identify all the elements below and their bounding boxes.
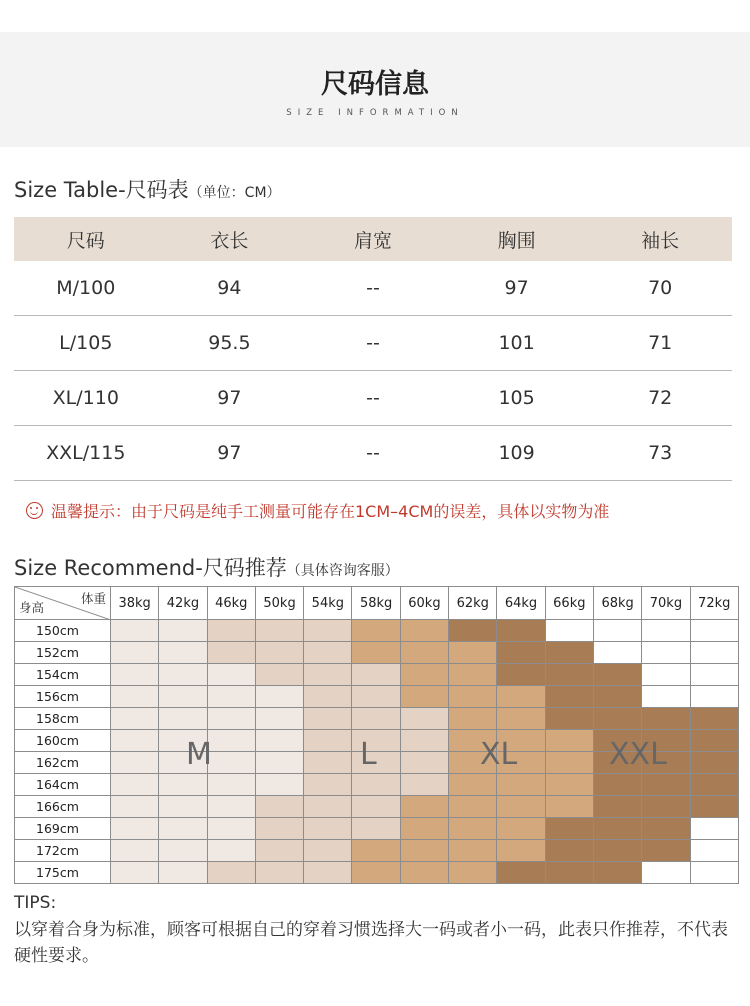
grid-row <box>15 862 739 884</box>
grid-cell <box>159 620 207 642</box>
weight-header: 64kg <box>497 587 545 620</box>
grid-cell <box>352 620 400 642</box>
size-table-header <box>14 217 732 261</box>
table-cell: 73 <box>648 442 673 464</box>
table-cell: 97 <box>217 442 242 464</box>
grid-cell <box>545 840 593 862</box>
grid-row <box>15 818 739 840</box>
grid-cell <box>159 708 207 730</box>
table-cell: 109 <box>498 442 535 464</box>
grid-cell <box>159 774 207 796</box>
grid-cell <box>304 818 352 840</box>
grid-row <box>15 796 739 818</box>
grid-cell <box>159 686 207 708</box>
grid-cell <box>497 818 545 840</box>
grid-cell <box>642 862 690 884</box>
grid-cell <box>111 708 159 730</box>
weight-header: 62kg <box>449 587 497 620</box>
column-header: 袖长 <box>641 229 680 252</box>
weight-header: 60kg <box>400 587 448 620</box>
grid-cell <box>400 774 448 796</box>
table-cell: 94 <box>217 277 242 299</box>
table-cell: M/100 <box>56 277 116 299</box>
grid-cell <box>352 774 400 796</box>
grid-row <box>15 708 739 730</box>
grid-row <box>15 840 739 862</box>
height-header: 162cm <box>15 752 111 774</box>
grid-cell <box>690 642 738 664</box>
grid-cell <box>690 708 738 730</box>
weight-header: 66kg <box>545 587 593 620</box>
grid-cell <box>304 840 352 862</box>
grid-cell <box>497 664 545 686</box>
column-header: 肩宽 <box>353 229 392 252</box>
grid-cell <box>400 620 448 642</box>
height-header: 156cm <box>15 686 111 708</box>
table-cell: 95.5 <box>208 332 251 354</box>
grid-cell <box>642 774 690 796</box>
grid-cell <box>690 774 738 796</box>
weight-header: 72kg <box>690 587 738 620</box>
grid-cell <box>545 730 593 752</box>
grid-cell <box>593 862 641 884</box>
smile-icon <box>26 502 43 519</box>
grid-cell <box>642 708 690 730</box>
height-header: 169cm <box>15 818 111 840</box>
grid-cell <box>159 642 207 664</box>
grid-cell <box>255 620 303 642</box>
grid-cell <box>207 862 255 884</box>
table-cell: -- <box>366 442 380 464</box>
grid-cell <box>207 620 255 642</box>
size-table-title: Size Table-尺码表 <box>14 178 189 202</box>
grid-cell <box>593 664 641 686</box>
grid-cell <box>255 664 303 686</box>
table-cell: 97 <box>217 387 242 409</box>
tips-body: 以穿着合身为标准，顾客可根据自己的穿着习惯选择大一码或者小一码，此表只作推荐，不代表硬性要求。 <box>14 920 728 966</box>
grid-cell <box>352 664 400 686</box>
grid-cell <box>690 620 738 642</box>
height-header: 160cm <box>15 730 111 752</box>
grid-cell <box>111 774 159 796</box>
grid-cell <box>593 796 641 818</box>
grid-cell <box>545 642 593 664</box>
grid-cell <box>545 796 593 818</box>
table-cell: XXL/115 <box>46 442 126 464</box>
grid-cell <box>111 752 159 774</box>
grid-cell <box>111 664 159 686</box>
grid-cell <box>255 730 303 752</box>
height-header: 158cm <box>15 708 111 730</box>
height-header: 175cm <box>15 862 111 884</box>
grid-cell <box>207 796 255 818</box>
grid-cell <box>304 620 352 642</box>
height-header: 164cm <box>15 774 111 796</box>
grid-cell <box>255 840 303 862</box>
grid-cell <box>400 642 448 664</box>
grid-cell <box>400 752 448 774</box>
grid-cell <box>207 730 255 752</box>
grid-cell <box>255 862 303 884</box>
grid-cell <box>642 818 690 840</box>
grid-corner <box>15 587 111 620</box>
grid-cell <box>207 774 255 796</box>
grid-cell <box>159 818 207 840</box>
grid-cell <box>304 752 352 774</box>
table-row <box>14 261 732 316</box>
table-cell: 71 <box>648 332 673 354</box>
grid-cell <box>449 774 497 796</box>
grid-cell <box>449 862 497 884</box>
tip-text: 温馨提示：由于尺码是纯手工测量可能存在1CM–4CM的误差，具体以实物为准 <box>51 502 610 521</box>
column-header: 衣长 <box>210 229 249 252</box>
grid-cell <box>449 796 497 818</box>
grid-cell <box>593 686 641 708</box>
grid-cell <box>449 840 497 862</box>
grid-cell <box>642 796 690 818</box>
grid-cell <box>159 840 207 862</box>
table-cell: 97 <box>504 277 529 299</box>
grid-cell <box>304 774 352 796</box>
grid-cell <box>111 862 159 884</box>
table-cell: 70 <box>648 277 673 299</box>
grid-cell <box>207 818 255 840</box>
weight-header: 38kg <box>111 587 159 620</box>
table-cell: 101 <box>498 332 535 354</box>
grid-cell <box>400 796 448 818</box>
zone-label-m: M <box>186 737 212 772</box>
page-subtitle: SIZE INFORMATION <box>286 108 464 118</box>
recommend-heading <box>14 552 399 582</box>
grid-cell <box>497 862 545 884</box>
grid-cell <box>690 664 738 686</box>
grid-cell <box>690 686 738 708</box>
grid-cell <box>545 752 593 774</box>
grid-cell <box>304 686 352 708</box>
grid-cell <box>593 708 641 730</box>
grid-cell <box>593 774 641 796</box>
grid-cell <box>207 840 255 862</box>
table-cell: -- <box>366 277 380 299</box>
table-row <box>14 371 732 426</box>
grid-cell <box>449 686 497 708</box>
weight-header: 50kg <box>255 587 303 620</box>
grid-cell <box>449 664 497 686</box>
grid-cell <box>111 686 159 708</box>
grid-cell <box>642 620 690 642</box>
grid-cell <box>207 708 255 730</box>
grid-cell <box>400 730 448 752</box>
grid-cell <box>400 664 448 686</box>
grid-cell <box>497 642 545 664</box>
grid-row <box>15 642 739 664</box>
grid-row <box>15 664 739 686</box>
height-header: 152cm <box>15 642 111 664</box>
table-cell: XL/110 <box>52 387 119 409</box>
grid-cell <box>690 818 738 840</box>
grid-cell <box>545 708 593 730</box>
grid-cell <box>352 862 400 884</box>
grid-cell <box>352 840 400 862</box>
grid-cell <box>642 686 690 708</box>
grid-cell <box>207 686 255 708</box>
grid-cell <box>207 752 255 774</box>
grid-cell <box>400 862 448 884</box>
grid-cell <box>111 730 159 752</box>
grid-cell <box>255 818 303 840</box>
weight-header-row <box>15 587 739 620</box>
grid-cell <box>642 664 690 686</box>
grid-cell <box>545 686 593 708</box>
height-header: 166cm <box>15 796 111 818</box>
grid-cell <box>352 818 400 840</box>
grid-cell <box>497 686 545 708</box>
grid-cell <box>690 752 738 774</box>
grid-cell <box>304 796 352 818</box>
grid-cell <box>111 818 159 840</box>
grid-cell <box>304 862 352 884</box>
height-header: 150cm <box>15 620 111 642</box>
grid-cell <box>593 840 641 862</box>
grid-cell <box>449 642 497 664</box>
grid-cell <box>255 796 303 818</box>
grid-cell <box>352 642 400 664</box>
grid-cell <box>304 730 352 752</box>
weight-header: 54kg <box>304 587 352 620</box>
zone-label-xxl: XXL <box>609 737 667 772</box>
grid-cell <box>497 774 545 796</box>
grid-cell <box>400 818 448 840</box>
grid-cell <box>352 796 400 818</box>
weight-header: 68kg <box>593 587 641 620</box>
grid-cell <box>255 774 303 796</box>
grid-cell <box>352 686 400 708</box>
table-row <box>14 426 732 481</box>
zone-label-l: L <box>360 737 377 772</box>
grid-cell <box>642 840 690 862</box>
grid-cell <box>304 642 352 664</box>
size-recommend-grid <box>14 586 739 884</box>
grid-cell <box>159 796 207 818</box>
grid-cell <box>449 708 497 730</box>
weight-header: 42kg <box>159 587 207 620</box>
grid-cell <box>449 818 497 840</box>
grid-cell <box>497 620 545 642</box>
grid-row <box>15 686 739 708</box>
table-row <box>14 316 732 371</box>
grid-cell <box>545 664 593 686</box>
tips-title: TIPS: <box>14 893 57 913</box>
height-header: 154cm <box>15 664 111 686</box>
grid-cell <box>497 840 545 862</box>
grid-cell <box>545 620 593 642</box>
grid-cell <box>111 642 159 664</box>
grid-cell <box>400 686 448 708</box>
grid-cell <box>690 730 738 752</box>
grid-cell <box>111 620 159 642</box>
grid-cell <box>304 708 352 730</box>
height-header: 172cm <box>15 840 111 862</box>
table-cell: 105 <box>498 387 535 409</box>
grid-cell <box>255 752 303 774</box>
grid-cell <box>497 708 545 730</box>
grid-cell <box>690 840 738 862</box>
grid-cell <box>642 642 690 664</box>
grid-cell <box>159 664 207 686</box>
size-table-heading <box>14 174 281 204</box>
size-table-unit-note: （单位：CM） <box>188 185 281 201</box>
grid-cell <box>255 708 303 730</box>
grid-cell <box>255 642 303 664</box>
table-cell: L/105 <box>59 332 113 354</box>
grid-cell <box>545 862 593 884</box>
weight-header: 70kg <box>642 587 690 620</box>
grid-cell <box>111 840 159 862</box>
weight-header: 58kg <box>352 587 400 620</box>
recommend-title: Size Recommend-尺码推荐 <box>14 556 287 580</box>
grid-cell <box>497 796 545 818</box>
column-header: 胸围 <box>497 229 536 252</box>
grid-cell <box>593 642 641 664</box>
grid-cell <box>159 862 207 884</box>
grid-cell <box>400 708 448 730</box>
grid-cell <box>545 774 593 796</box>
grid-cell <box>690 796 738 818</box>
height-axis-label: 身高 <box>19 600 45 615</box>
grid-cell <box>400 840 448 862</box>
grid-cell <box>207 664 255 686</box>
grid-cell <box>545 818 593 840</box>
grid-cell <box>690 862 738 884</box>
grid-cell <box>207 642 255 664</box>
grid-cell <box>352 708 400 730</box>
column-header: 尺码 <box>66 229 105 252</box>
weight-header: 46kg <box>207 587 255 620</box>
grid-cell <box>593 818 641 840</box>
weight-axis-label: 体重 <box>80 591 106 606</box>
table-cell: -- <box>366 332 380 354</box>
grid-cell <box>449 620 497 642</box>
zone-label-xl: XL <box>480 737 518 772</box>
grid-cell <box>111 796 159 818</box>
grid-cell <box>593 620 641 642</box>
grid-cell <box>304 664 352 686</box>
table-cell: 72 <box>648 387 673 409</box>
grid-row <box>15 774 739 796</box>
page-title: 尺码信息 <box>321 69 429 100</box>
size-table <box>14 217 732 481</box>
recommend-note: （具体咨询客服） <box>286 563 399 579</box>
grid-cell <box>255 686 303 708</box>
table-cell: -- <box>366 387 380 409</box>
tip-notice <box>26 499 609 522</box>
grid-row <box>15 620 739 642</box>
